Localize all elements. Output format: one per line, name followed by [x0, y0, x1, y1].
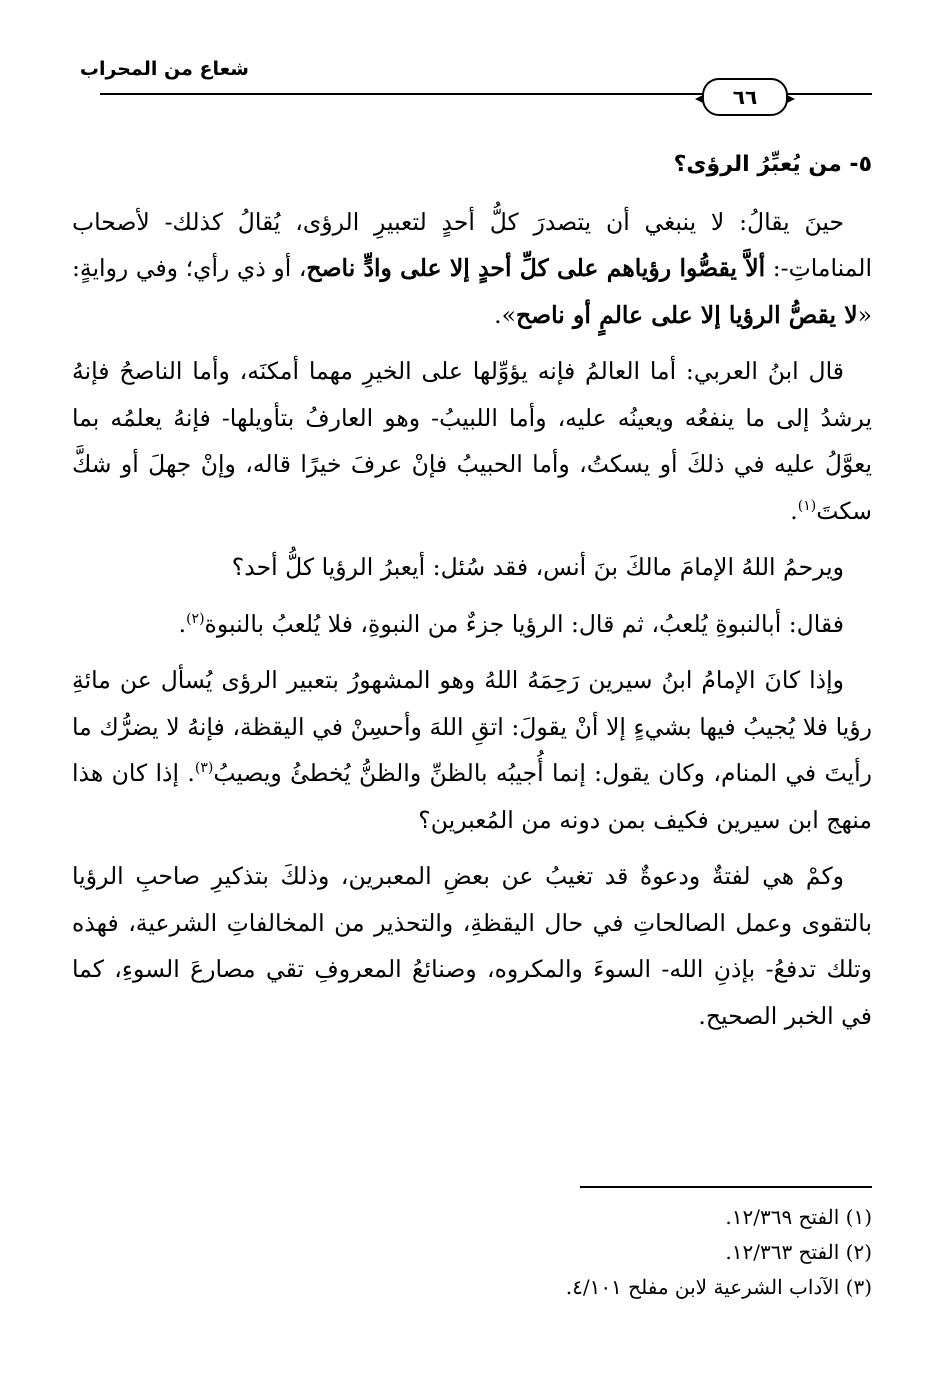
paragraph-2-text: قال ابنُ العربي: أما العالمُ فإنه يؤوِّلها على الخيرِ مهما أمكنَه، وأما الناصحُ فإنهُ يرشدُ إلى ما ينفعُه ويعينُه عليه، وأما اللبيبُ- وهو العارفُ بتأويلها- فإنهُ يعلمُه بما يعوَّلُ عليه في ذلكَ أو يسكتُ، وأما الحبيبُ فإنْ عرفَ خيرًا قاله، وإنْ جهلَ أو شكَّ سكتَ — [72, 357, 872, 525]
footnote-ref-3[interactable]: (٣) — [194, 760, 214, 777]
paragraph-3-text: ويرحمُ اللهُ الإمامَ مالكَ بنَ أنس، فقد سُئل: أيعبرُ الرؤيا كلُّ أحد؟ — [231, 553, 844, 581]
paragraph-2-end: . — [790, 496, 798, 525]
paragraph-4-text: فقال: أبالنبوةِ يُلعبُ، ثم قال: الرؤيا جزءٌ من النبوةِ، فلا يُلعبُ بالنبوة — [204, 609, 844, 638]
paragraph-5-text: وإذا كانَ الإمامُ ابنُ سيرين رَحِمَهُ اللهُ وهو المشهورُ بتعبير الرؤى يُسأل عن مائةِ رؤيا فلا يُجيبُ فيها بشيءٍ إلا أنْ يقولَ: اتقِ اللهَ وأحسِنْ في اليقظة، فإنهُ لا يضرُّك ما رأيتَ في المنام، وكان يقول: إنما أُجيبُه بالظنِّ والظنُّ يُخطئُ ويصيبُ — [72, 666, 872, 787]
section-heading-text: ٥- من يُعبِّرُ الرؤى؟ — [673, 152, 872, 177]
paragraph-4 — [72, 601, 872, 648]
paragraph-5-end: . إذا كان هذا منهج ابن سيرين فكيف بمن دونه من المُعبرين؟ — [72, 759, 872, 834]
paragraph-1-text-c: ». — [494, 300, 516, 329]
body-text — [72, 140, 872, 1049]
paragraph-4-end: . — [178, 609, 187, 638]
paragraph-2 — [72, 348, 872, 534]
paragraph-3 — [72, 544, 872, 591]
section-heading — [72, 140, 872, 189]
footnote-ref-2[interactable]: (٢) — [186, 610, 205, 627]
footnote-ref-1[interactable]: (١) — [797, 497, 817, 514]
footnotes — [72, 1200, 872, 1305]
paragraph-1-bold-a: ألاَّ يقصُّوا رؤياهم على كلِّ أحدٍ إلا على وادٍّ ناصح — [306, 254, 766, 282]
paragraph-1-text-a: حينَ يقالُ: لا ينبغي أن يتصدرَ كلُّ أحدٍ لتعبيرِ الرؤى، يُقالُ كذلك- لأصحاب المناماتِ-: — [72, 207, 872, 282]
paragraph-1 — [72, 199, 872, 339]
paragraph-5 — [72, 657, 872, 843]
running-header-title: شعاع من المحراب — [79, 58, 249, 80]
paragraph-1-text-b: ، أو ذي رأي؛ وفي روايةٍ: « — [72, 254, 872, 329]
page-number: ٦٦ — [732, 85, 758, 109]
paragraph-6-text: وكمْ هي لفتةٌ ودعوةٌ قد تغيبُ عن بعضِ المعبرين، وذلكَ بتذكيرِ صاحبِ الرؤيا بالتقوى وعمل الصالحاتِ في حال اليقظةِ، والتحذير من المخالفاتِ الشرعية، فهذه وتلك تدفعُ- بإذنِ الله- السوءَ والمكروه، وصنائعُ المعروفِ تقي مصارعَ السوءِ، كما في الخبر الصحيح. — [72, 862, 872, 1030]
footnote-3: (٣) الآداب الشرعية لابن مفلح ٤/١٠١. — [565, 1275, 872, 1299]
paragraph-6 — [72, 853, 872, 1039]
footnote-2: (٢) الفتح ١٢/٣٦٣. — [725, 1240, 872, 1264]
footnote-separator — [580, 1186, 872, 1188]
page-number-badge — [702, 78, 788, 116]
footnote-1: (١) الفتح ١٢/٣٦٩. — [725, 1205, 872, 1229]
paragraph-1-bold-b: لا يقصُّ الرؤيا إلا على عالمٍ أو ناصح — [516, 300, 858, 329]
